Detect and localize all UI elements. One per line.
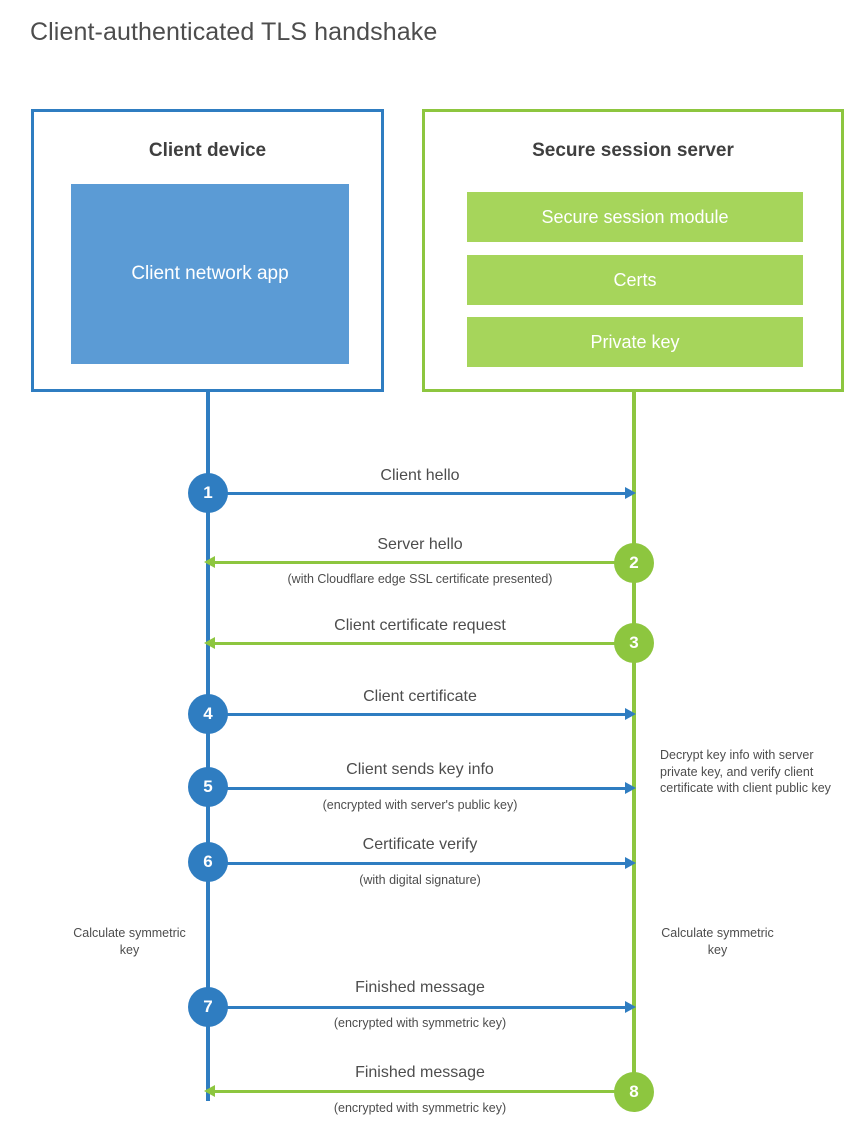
arrow-head-icon	[625, 1001, 636, 1013]
page-title: Client-authenticated TLS handshake	[30, 18, 438, 46]
arrow-step-2	[214, 561, 630, 564]
step-sublabel-6: (with digital signature)	[359, 873, 481, 887]
arrow-step-8	[214, 1090, 630, 1093]
step-label-5: Client sends key info	[346, 761, 494, 778]
arrow-head-icon	[625, 487, 636, 499]
step-circle-8: 8	[614, 1072, 654, 1112]
secure-session-server-box	[422, 109, 844, 392]
server-item-secure-session-module: Secure session module	[467, 192, 803, 242]
client-network-app-block: Client network app	[71, 184, 349, 364]
arrow-head-icon	[625, 857, 636, 869]
step-sublabel-5: (encrypted with server's public key)	[322, 798, 518, 812]
arrow-head-icon	[204, 556, 215, 568]
step-circle-2: 2	[614, 543, 654, 583]
step-label-6: Certificate verify	[362, 836, 478, 853]
arrow-step-4	[210, 713, 626, 716]
client-device-title: Client device	[148, 140, 267, 161]
arrow-step-1	[210, 492, 626, 495]
step-sublabel-7: (encrypted with symmetric key)	[333, 1016, 507, 1030]
step-label-2: Server hello	[377, 536, 463, 553]
step-circle-6: 6	[188, 842, 228, 882]
step-circle-5: 5	[188, 767, 228, 807]
step-circle-7: 7	[188, 987, 228, 1027]
arrow-head-icon	[204, 637, 215, 649]
step-label-1: Client hello	[380, 467, 460, 484]
step-label-3: Client certificate request	[334, 617, 506, 634]
step-sublabel-8: (encrypted with symmetric key)	[333, 1101, 507, 1115]
arrow-head-icon	[625, 708, 636, 720]
note-server-decrypt: Decrypt key info with server private key, and verify client certificate with client public key	[660, 748, 831, 796]
note-server-calculate: Calculate symmetric key	[661, 926, 774, 957]
server-item-certs: Certs	[467, 255, 803, 305]
server-item-private-key: Private key	[467, 317, 803, 367]
step-circle-4: 4	[188, 694, 228, 734]
secure-session-server-title: Secure session server	[532, 140, 734, 161]
step-circle-1: 1	[188, 473, 228, 513]
step-label-4: Client certificate	[363, 688, 477, 705]
step-circle-3: 3	[614, 623, 654, 663]
note-client-calculate: Calculate symmetric key	[73, 926, 186, 957]
arrow-step-3	[214, 642, 630, 645]
step-sublabel-2: (with Cloudflare edge SSL certificate presented)	[287, 572, 553, 586]
arrow-head-icon	[204, 1085, 215, 1097]
arrow-head-icon	[625, 782, 636, 794]
step-label-7: Finished message	[355, 979, 485, 996]
arrow-step-6	[210, 862, 626, 865]
step-label-8: Finished message	[355, 1064, 485, 1081]
arrow-step-5	[210, 787, 626, 790]
arrow-step-7	[210, 1006, 626, 1009]
client-device-box	[31, 109, 384, 392]
